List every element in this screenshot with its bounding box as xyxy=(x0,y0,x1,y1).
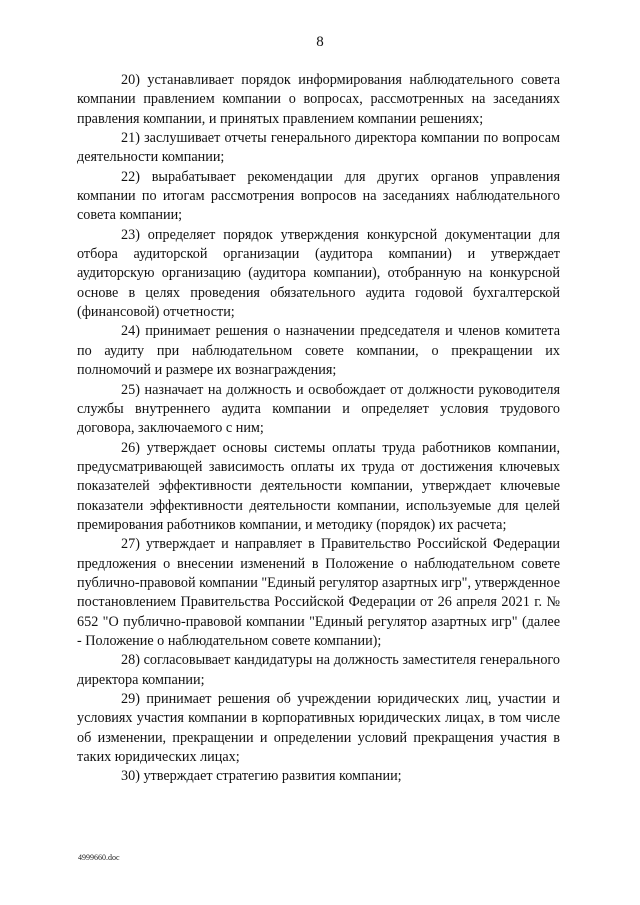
document-file-code: 4999660.doc xyxy=(78,853,120,862)
paragraph-item-20: 20) устанавливает порядок информирования наблюдательного совета компании правлением компании о вопросах, рассмотренных на заседаниях правления компании, и принятых правлением компании решениях; xyxy=(77,72,560,127)
paragraph-item-22: 22) вырабатывает рекомендации для других органов управления компании по итогам рассмотрения вопросов на заседаниях наблюдательного совета компании; xyxy=(77,168,560,224)
paragraph-item-30: 30) утверждает стратегию развития компании; xyxy=(121,768,402,785)
paragraph-item-21: 21) заслушивает отчеты генерального директора компании по вопросам деятельности компании; xyxy=(77,130,560,166)
paragraph-item-28: 28) согласовывает кандидатуры на должность заместителя генерального директора компании; xyxy=(77,652,560,688)
paragraph-item-27: 27) утверждает и направляет в Правительство Российской Федерации предложения о внесении изменений в Положение о наблюдательном совете публично-правовой компании "Единый регулятор азартных игр", утвержденное постановлением Правительства Российской Федерации от 26 апреля 2021 г. № 652 "О публично-правовой компании "Единый регулятор азартных игр" (далее - Положение о наблюдательном совете компании); xyxy=(77,536,560,649)
paragraph-item-24: 24) принимает решения о назначении председателя и членов комитета по аудиту при наблюдательном совете компании, о прекращении их полномочий и размере их вознаграждения; xyxy=(77,323,560,379)
page-number: 8 xyxy=(316,34,324,50)
paragraph-item-26: 26) утверждает основы системы оплаты труда работников компании, предусматривающей зависимость оплаты их труда от достижения ключевых показателей эффективности деятельности компании, утверждает ключевые показатели эффективности деятельности компании, используемые для целей премирования работников компании, и методику (порядок) их расчета; xyxy=(77,439,560,533)
body-text xyxy=(77,71,560,787)
paragraph-item-25: 25) назначает на должность и освобождает от должности руководителя службы внутреннего аудита компании и определяет условия трудового договора, заключаемого с ним; xyxy=(77,381,560,437)
paragraph-item-29: 29) принимает решения об учреждении юридических лиц, участии и условиях участия компании в корпоративных юридических лицах, в том числе об изменении, прекращении и определении условий прекращения участия в таких юридических лицах; xyxy=(77,691,560,766)
paragraph-item-23: 23) определяет порядок утверждения конкурсной документации для отбора аудиторской организации (аудитора компании) и утверждает аудиторскую организацию (аудитора компании), отобранную на конкурсной основе в целях проведения обязательного аудита годовой бухгалтерской (финансовой) отчетности; xyxy=(77,226,560,321)
